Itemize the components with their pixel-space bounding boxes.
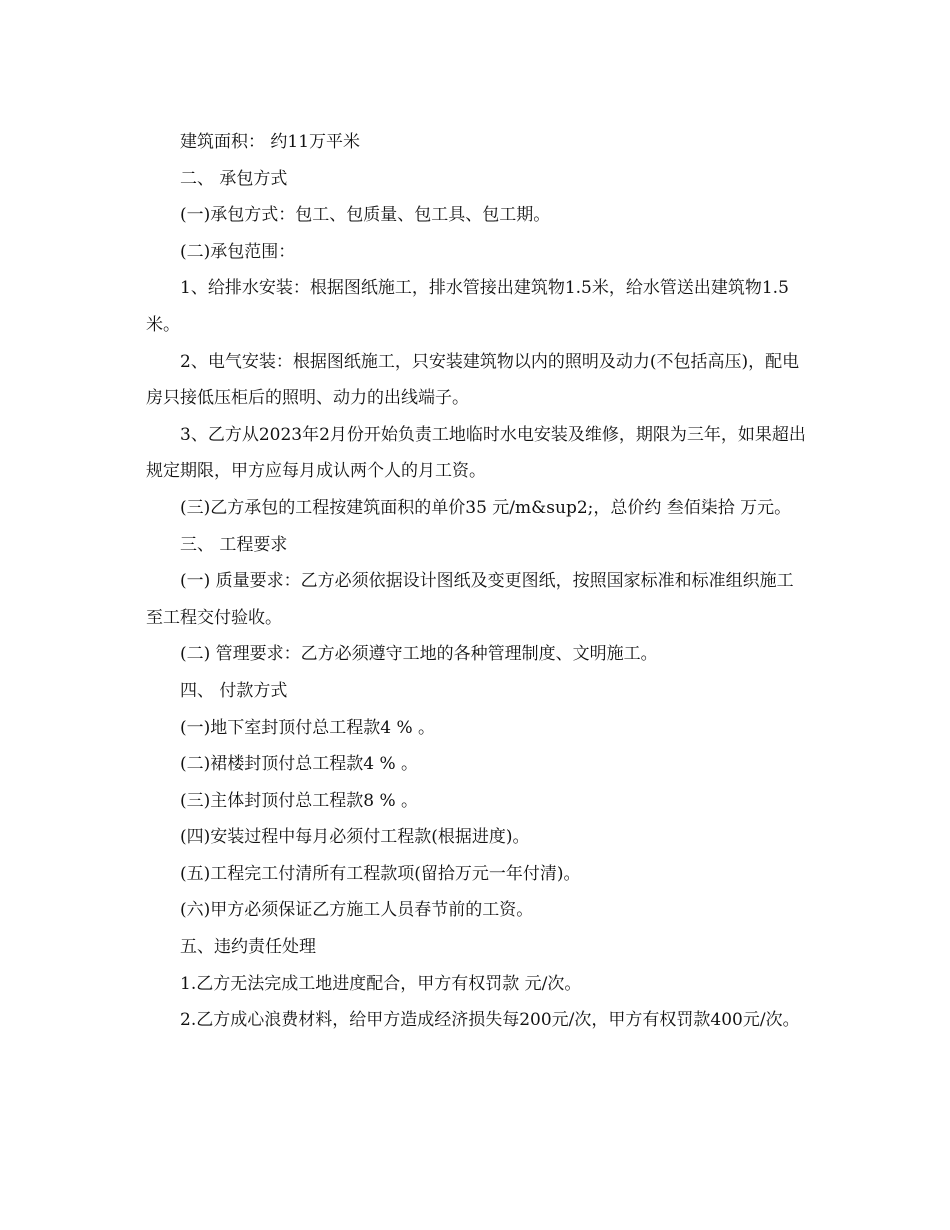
- payment-item-podium: (二)裙楼封顶付总工程款4 % 。: [180, 754, 419, 775]
- payment-item-basement: (一)地下室封顶付总工程款4 % 。: [180, 717, 436, 738]
- management-requirement: (二) 管理要求：乙方必须遵守工地的各种管理制度、文明施工。: [180, 644, 658, 665]
- section-heading-breach: 五、违约责任处理: [180, 937, 316, 958]
- contract-method-item: (一)承包方式：包工、包质量、包工具、包工期。: [180, 205, 551, 226]
- section-heading-requirements: 三、 工程要求: [180, 534, 288, 555]
- building-area: 建筑面积： 约11万平米: [180, 132, 361, 152]
- payment-item-monthly: (四)安装过程中每月必须付工程款(根据进度)。: [180, 827, 530, 848]
- document-body: [146, 124, 810, 1039]
- payment-item-wages: (六)甲方必须保证乙方施工人员春节前的工资。: [180, 900, 534, 921]
- scope-item-electrical: 2、电气安装：根据图纸施工，只安装建筑物以内的照明及动力(不包括高压)，配电房只接低压柜后的照明、动力的出线端子。: [146, 351, 800, 409]
- payment-item-completion: (五)工程完工付清所有工程款项(留拾万元一年付清)。: [180, 863, 581, 884]
- section-heading-payment: 四、 付款方式: [180, 680, 288, 701]
- unit-price-clause: (三)乙方承包的工程按建筑面积的单价35 元/m&sup2;，总价约 叁佰柒拾 万元。: [180, 497, 792, 518]
- payment-item-main-structure: (三)主体封顶付总工程款8 % 。: [180, 790, 419, 811]
- breach-item-progress: 1.乙方无法完成工地进度配合，甲方有权罚款 元/次。: [180, 973, 582, 994]
- breach-item-waste: 2.乙方成心浪费材料，给甲方造成经济损失每200元/次，甲方有权罚款400元/次。: [180, 1010, 800, 1031]
- contract-scope-heading: (二)承包范围：: [180, 241, 296, 262]
- scope-item-plumbing: 1、给排水安装：根据图纸施工，排水管接出建筑物1.5米，给水管送出建筑物1.5米。: [146, 278, 789, 335]
- section-heading-contract-method: 二、 承包方式: [180, 168, 288, 189]
- scope-item-temporary-utilities: 3、乙方从2023年2月份开始负责工地临时水电安装及维修，期限为三年，如果超出规定期限，甲方应每月成认两个人的月工资。: [146, 424, 806, 482]
- quality-requirement: (一) 质量要求：乙方必须依据设计图纸及变更图纸，按照国家标准和标准组织施工至工程交付验收。: [146, 571, 794, 628]
